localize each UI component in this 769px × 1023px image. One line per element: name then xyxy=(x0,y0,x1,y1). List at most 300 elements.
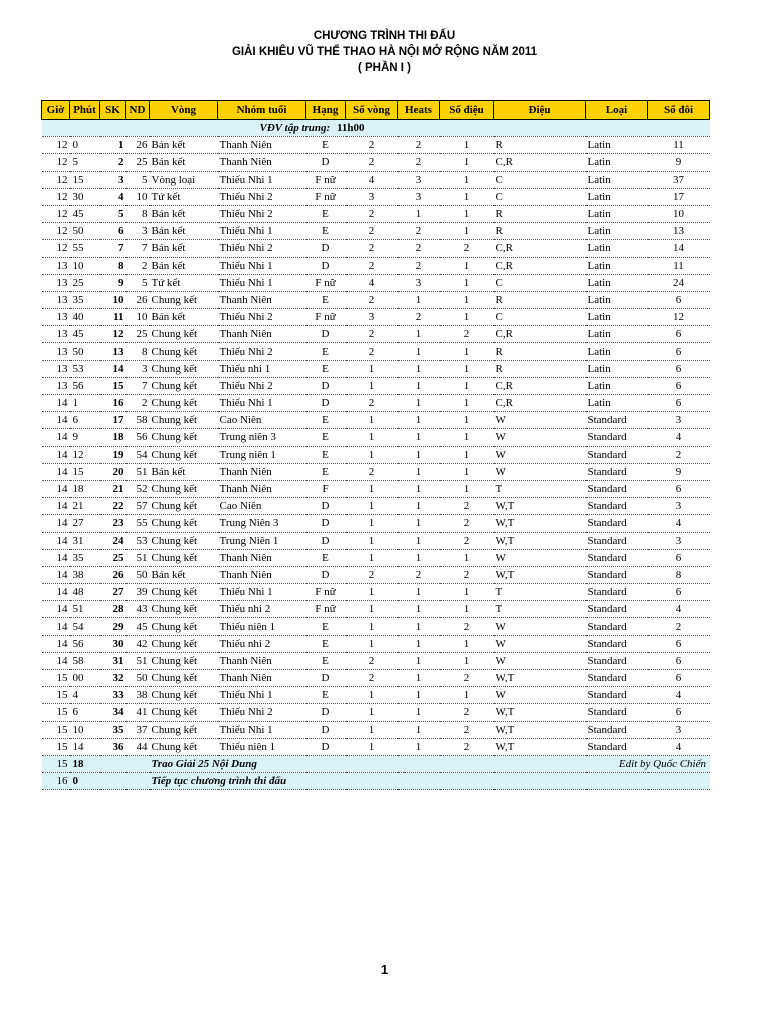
table-row xyxy=(42,498,710,515)
nhom-tuoi-cell: Thiếu nhi 2 xyxy=(218,601,306,618)
table-row xyxy=(42,360,710,377)
table-row xyxy=(42,635,710,652)
phut-cell: 50 xyxy=(70,343,100,360)
nd-cell: 39 xyxy=(126,584,150,601)
heats-cell: 2 xyxy=(398,309,440,326)
hang-cell: E xyxy=(306,463,346,480)
heats-cell: 1 xyxy=(398,360,440,377)
vong-cell: Chung kết xyxy=(150,429,218,446)
phut-cell: 0 xyxy=(70,773,100,790)
vong-cell: Chung kết xyxy=(150,721,218,738)
phut-cell: 18 xyxy=(70,480,100,497)
dieu-cell: W xyxy=(494,412,586,429)
table-row xyxy=(42,652,710,669)
col-header-nd: ND xyxy=(126,101,150,120)
dieu-cell: C xyxy=(494,171,586,188)
so-vong-cell: 1 xyxy=(346,721,398,738)
dieu-cell: W,T xyxy=(494,532,586,549)
sk-cell: 31 xyxy=(100,652,126,669)
so-vong-cell: 1 xyxy=(346,549,398,566)
sk-cell: 18 xyxy=(100,429,126,446)
phut-cell: 40 xyxy=(70,309,100,326)
page-number: 1 xyxy=(380,962,389,977)
hang-cell: E xyxy=(306,205,346,222)
heats-cell: 1 xyxy=(398,652,440,669)
table-row xyxy=(42,343,710,360)
gio-cell: 13 xyxy=(42,257,70,274)
hang-cell: D xyxy=(306,566,346,583)
hang-cell: F xyxy=(306,480,346,497)
so-dieu-cell: 1 xyxy=(440,429,494,446)
nd-cell: 51 xyxy=(126,463,150,480)
gio-cell: 14 xyxy=(42,601,70,618)
phut-cell: 6 xyxy=(70,704,100,721)
so-vong-cell: 1 xyxy=(346,738,398,755)
so-vong-cell: 1 xyxy=(346,584,398,601)
col-header-vong: Vòng xyxy=(150,101,218,120)
so-doi-cell: 6 xyxy=(648,652,710,669)
heats-cell: 1 xyxy=(398,618,440,635)
sk-cell: 17 xyxy=(100,412,126,429)
assembly-label: VĐV tập trung: xyxy=(259,122,331,135)
col-header-so-doi: Số đôi xyxy=(648,101,710,120)
nhom-tuoi-cell: Thiếu nhi 1 xyxy=(218,360,306,377)
so-dieu-cell: 2 xyxy=(440,326,494,343)
vong-cell: Bán kết xyxy=(150,463,218,480)
gio-cell: 14 xyxy=(42,652,70,669)
sk-cell: 24 xyxy=(100,532,126,549)
so-doi-cell: 6 xyxy=(648,343,710,360)
dieu-cell: C,R xyxy=(494,240,586,257)
col-header-heats: Heats xyxy=(398,101,440,120)
hang-cell: D xyxy=(306,738,346,755)
so-dieu-cell: 1 xyxy=(440,687,494,704)
dieu-cell: W,T xyxy=(494,738,586,755)
so-dieu-cell: 1 xyxy=(440,463,494,480)
table-row xyxy=(42,274,710,291)
vong-cell: Chung kết xyxy=(150,480,218,497)
vong-cell: Bán kết xyxy=(150,566,218,583)
hang-cell: F nữ xyxy=(306,309,346,326)
nhom-tuoi-cell: Thanh Niên xyxy=(218,652,306,669)
heats-cell: 1 xyxy=(398,291,440,308)
gio-cell: 14 xyxy=(42,498,70,515)
so-dieu-cell: 1 xyxy=(440,291,494,308)
so-vong-cell: 2 xyxy=(346,154,398,171)
sk-cell: 29 xyxy=(100,618,126,635)
phut-cell: 25 xyxy=(70,274,100,291)
vong-cell: Bán kết xyxy=(150,154,218,171)
heats-cell: 1 xyxy=(398,549,440,566)
hang-cell: E xyxy=(306,687,346,704)
vong-cell: Chung kết xyxy=(150,704,218,721)
hang-cell: E xyxy=(306,343,346,360)
col-header-loai: Loại xyxy=(586,101,648,120)
so-dieu-cell: 1 xyxy=(440,584,494,601)
sk-cell: 36 xyxy=(100,738,126,755)
so-doi-cell: 10 xyxy=(648,205,710,222)
so-doi-cell: 8 xyxy=(648,566,710,583)
so-doi-cell: 3 xyxy=(648,532,710,549)
nd-cell: 8 xyxy=(126,343,150,360)
so-vong-cell: 2 xyxy=(346,291,398,308)
loai-cell: Latin xyxy=(586,205,648,222)
sk-cell: 10 xyxy=(100,291,126,308)
nd-cell: 38 xyxy=(126,687,150,704)
table-row xyxy=(42,566,710,583)
so-doi-cell: 6 xyxy=(648,704,710,721)
nhom-tuoi-cell: Thiếu Nhi 1 xyxy=(218,721,306,738)
heats-cell: 1 xyxy=(398,480,440,497)
gio-cell: 14 xyxy=(42,412,70,429)
header-row xyxy=(42,101,710,120)
nhom-tuoi-cell: Trung niên 3 xyxy=(218,429,306,446)
vong-cell: Chung kết xyxy=(150,360,218,377)
phut-cell: 21 xyxy=(70,498,100,515)
nhom-tuoi-cell: Thiếu niên 1 xyxy=(218,618,306,635)
so-doi-cell: 13 xyxy=(648,223,710,240)
so-dieu-cell: 1 xyxy=(440,205,494,222)
so-doi-cell: 3 xyxy=(648,498,710,515)
nhom-tuoi-cell: Thiếu Nhi 1 xyxy=(218,274,306,291)
hang-cell: E xyxy=(306,549,346,566)
so-doi-cell: 11 xyxy=(648,257,710,274)
vong-cell: Chung kết xyxy=(150,549,218,566)
gio-cell: 14 xyxy=(42,532,70,549)
table-row xyxy=(42,137,710,154)
hang-cell: E xyxy=(306,652,346,669)
table-row xyxy=(42,429,710,446)
nhom-tuoi-cell: Thanh Niên xyxy=(218,463,306,480)
gio-cell: 14 xyxy=(42,515,70,532)
so-vong-cell: 1 xyxy=(346,618,398,635)
dieu-cell: C,R xyxy=(494,377,586,394)
so-vong-cell: 2 xyxy=(346,463,398,480)
gio-cell: 13 xyxy=(42,291,70,308)
loai-cell: Standard xyxy=(586,463,648,480)
gio-cell: 15 xyxy=(42,704,70,721)
gio-cell: 12 xyxy=(42,240,70,257)
nd-cell: 58 xyxy=(126,412,150,429)
loai-cell: Latin xyxy=(586,188,648,205)
table-row xyxy=(42,309,710,326)
document-title xyxy=(0,28,769,76)
loai-cell: Standard xyxy=(586,738,648,755)
phut-cell: 58 xyxy=(70,652,100,669)
so-dieu-cell: 1 xyxy=(440,154,494,171)
dieu-cell: T xyxy=(494,584,586,601)
nd-cell: 50 xyxy=(126,670,150,687)
dieu-cell: W xyxy=(494,687,586,704)
gio-cell: 15 xyxy=(42,721,70,738)
dieu-cell: R xyxy=(494,360,586,377)
heats-cell: 1 xyxy=(398,412,440,429)
so-dieu-cell: 1 xyxy=(440,412,494,429)
sk-cell: 7 xyxy=(100,240,126,257)
nd-cell: 45 xyxy=(126,618,150,635)
gio-cell: 12 xyxy=(42,171,70,188)
sk-cell: 11 xyxy=(100,309,126,326)
gio-cell: 15 xyxy=(42,687,70,704)
nd-cell: 50 xyxy=(126,566,150,583)
heats-cell: 2 xyxy=(398,566,440,583)
so-doi-cell: 4 xyxy=(648,601,710,618)
gio-cell: 12 xyxy=(42,154,70,171)
so-dieu-cell: 1 xyxy=(440,257,494,274)
heats-cell: 1 xyxy=(398,498,440,515)
so-dieu-cell: 2 xyxy=(440,738,494,755)
vong-cell: Chung kết xyxy=(150,532,218,549)
loai-cell: Standard xyxy=(586,480,648,497)
table-row xyxy=(42,395,710,412)
so-vong-cell: 2 xyxy=(346,343,398,360)
dieu-cell: W xyxy=(494,446,586,463)
so-dieu-cell: 1 xyxy=(440,377,494,394)
so-dieu-cell: 1 xyxy=(440,137,494,154)
vong-cell: Chung kết xyxy=(150,326,218,343)
loai-cell: Latin xyxy=(586,343,648,360)
so-dieu-cell: 1 xyxy=(440,601,494,618)
table-row xyxy=(42,515,710,532)
phut-cell: 31 xyxy=(70,532,100,549)
so-doi-cell: 14 xyxy=(648,240,710,257)
dieu-cell: C,R xyxy=(494,395,586,412)
hang-cell: F nữ xyxy=(306,188,346,205)
nhom-tuoi-cell: Thiếu Nhi 2 xyxy=(218,377,306,394)
gio-cell: 12 xyxy=(42,188,70,205)
nd-cell: 10 xyxy=(126,188,150,205)
so-vong-cell: 2 xyxy=(346,223,398,240)
sk-cell: 21 xyxy=(100,480,126,497)
so-dieu-cell: 1 xyxy=(440,343,494,360)
sk-cell: 13 xyxy=(100,343,126,360)
loai-cell: Latin xyxy=(586,154,648,171)
loai-cell: Latin xyxy=(586,326,648,343)
vong-cell: Chung kết xyxy=(150,395,218,412)
nhom-tuoi-cell: Cao Niên xyxy=(218,412,306,429)
dieu-cell: R xyxy=(494,137,586,154)
so-doi-cell: 4 xyxy=(648,429,710,446)
nhom-tuoi-cell: Thiếu Nhi 1 xyxy=(218,687,306,704)
vong-cell: Chung kết xyxy=(150,687,218,704)
heats-cell: 2 xyxy=(398,154,440,171)
table-row xyxy=(42,704,710,721)
hang-cell: E xyxy=(306,412,346,429)
so-vong-cell: 2 xyxy=(346,652,398,669)
so-doi-cell: 6 xyxy=(648,635,710,652)
phut-cell: 51 xyxy=(70,601,100,618)
phut-cell: 56 xyxy=(70,377,100,394)
so-vong-cell: 1 xyxy=(346,515,398,532)
heats-cell: 2 xyxy=(398,137,440,154)
hang-cell: D xyxy=(306,326,346,343)
sk-cell: 6 xyxy=(100,223,126,240)
heats-cell: 2 xyxy=(398,223,440,240)
so-doi-cell: 6 xyxy=(648,480,710,497)
vong-cell: Chung kết xyxy=(150,446,218,463)
sk-cell: 35 xyxy=(100,721,126,738)
vong-cell: Bán kết xyxy=(150,205,218,222)
dieu-cell: W,T xyxy=(494,704,586,721)
nhom-tuoi-cell: Thiếu Nhi 2 xyxy=(218,704,306,721)
table-row xyxy=(42,532,710,549)
dieu-cell: C,R xyxy=(494,154,586,171)
gio-cell: 14 xyxy=(42,480,70,497)
sk-cell: 23 xyxy=(100,515,126,532)
assembly-time: 11h00 xyxy=(336,122,365,135)
so-vong-cell: 2 xyxy=(346,137,398,154)
sk-cell: 30 xyxy=(100,635,126,652)
nhom-tuoi-cell: Thiếu Nhi 2 xyxy=(218,343,306,360)
phut-cell: 55 xyxy=(70,240,100,257)
so-doi-cell: 6 xyxy=(648,291,710,308)
gio-cell: 13 xyxy=(42,377,70,394)
vong-cell: Chung kết xyxy=(150,601,218,618)
loai-cell: Standard xyxy=(586,584,648,601)
so-doi-cell: 24 xyxy=(648,274,710,291)
heats-cell: 3 xyxy=(398,188,440,205)
loai-cell: Latin xyxy=(586,377,648,394)
hang-cell: E xyxy=(306,618,346,635)
nhom-tuoi-cell: Thiếu Nhi 2 xyxy=(218,240,306,257)
vong-cell: Chung kết xyxy=(150,291,218,308)
sk-cell: 3 xyxy=(100,171,126,188)
so-vong-cell: 2 xyxy=(346,257,398,274)
gio-cell: 14 xyxy=(42,618,70,635)
so-doi-cell: 37 xyxy=(648,171,710,188)
sk-cell: 2 xyxy=(100,154,126,171)
so-doi-cell: 4 xyxy=(648,738,710,755)
sk-cell: 34 xyxy=(100,704,126,721)
dieu-cell: W xyxy=(494,463,586,480)
hang-cell: E xyxy=(306,223,346,240)
dieu-cell: R xyxy=(494,223,586,240)
nhom-tuoi-cell: Thiếu Nhi 1 xyxy=(218,171,306,188)
col-header-dieu: Điệu xyxy=(494,101,586,120)
hang-cell: D xyxy=(306,532,346,549)
dieu-cell: C,R xyxy=(494,326,586,343)
so-dieu-cell: 1 xyxy=(440,395,494,412)
vong-cell: Chung kết xyxy=(150,584,218,601)
sk-cell: 8 xyxy=(100,257,126,274)
table-row xyxy=(42,205,710,222)
heats-cell: 1 xyxy=(398,429,440,446)
hang-cell: E xyxy=(306,360,346,377)
heats-cell: 1 xyxy=(398,377,440,394)
so-dieu-cell: 2 xyxy=(440,721,494,738)
nhom-tuoi-cell: Cao Niên xyxy=(218,498,306,515)
hang-cell: E xyxy=(306,446,346,463)
hang-cell: F nữ xyxy=(306,601,346,618)
so-vong-cell: 1 xyxy=(346,635,398,652)
so-dieu-cell: 1 xyxy=(440,188,494,205)
hang-cell: D xyxy=(306,670,346,687)
loai-cell: Latin xyxy=(586,137,648,154)
heats-cell: 1 xyxy=(398,446,440,463)
so-dieu-cell: 1 xyxy=(440,480,494,497)
so-doi-cell: 6 xyxy=(648,360,710,377)
loai-cell: Standard xyxy=(586,652,648,669)
nhom-tuoi-cell: Thiếu Nhi 1 xyxy=(218,584,306,601)
so-doi-cell: 4 xyxy=(648,687,710,704)
hang-cell: E xyxy=(306,429,346,446)
sk-cell: 25 xyxy=(100,549,126,566)
so-vong-cell: 2 xyxy=(346,395,398,412)
heats-cell: 1 xyxy=(398,584,440,601)
nd-cell: 3 xyxy=(126,360,150,377)
nd-cell: 5 xyxy=(126,171,150,188)
vong-cell: Bán kết xyxy=(150,240,218,257)
gio-cell: 13 xyxy=(42,326,70,343)
vong-cell: Chung kết xyxy=(150,377,218,394)
vong-cell: Chung kết xyxy=(150,498,218,515)
phut-cell: 15 xyxy=(70,463,100,480)
assembly-row xyxy=(42,120,710,137)
so-dieu-cell: 2 xyxy=(440,670,494,687)
nd-cell: 26 xyxy=(126,137,150,154)
so-dieu-cell: 2 xyxy=(440,618,494,635)
vong-cell: Chung kết xyxy=(150,412,218,429)
loai-cell: Latin xyxy=(586,274,648,291)
so-doi-cell: 6 xyxy=(648,549,710,566)
nd-cell: 10 xyxy=(126,309,150,326)
nd-cell: 37 xyxy=(126,721,150,738)
so-vong-cell: 1 xyxy=(346,480,398,497)
gio-cell: 14 xyxy=(42,566,70,583)
so-dieu-cell: 1 xyxy=(440,274,494,291)
nd-cell: 42 xyxy=(126,635,150,652)
vong-cell: Bán kết xyxy=(150,309,218,326)
phut-cell: 35 xyxy=(70,291,100,308)
so-vong-cell: 2 xyxy=(346,670,398,687)
nhom-tuoi-cell: Thanh Niên xyxy=(218,137,306,154)
hang-cell: F nữ xyxy=(306,274,346,291)
phut-cell: 45 xyxy=(70,326,100,343)
nd-cell: 41 xyxy=(126,704,150,721)
sk-cell: 28 xyxy=(100,601,126,618)
table-row xyxy=(42,618,710,635)
nd-cell: 7 xyxy=(126,377,150,394)
table-row xyxy=(42,257,710,274)
title-line-2: GIẢI KHIÊU VŨ THỂ THAO HÀ NỘI MỞ RỘNG NĂM 2011 xyxy=(231,46,537,58)
phut-cell: 27 xyxy=(70,515,100,532)
dieu-cell: C,R xyxy=(494,257,586,274)
nd-cell: 44 xyxy=(126,738,150,755)
table-row xyxy=(42,480,710,497)
col-header-sk: SK xyxy=(100,101,126,120)
hang-cell: D xyxy=(306,704,346,721)
hang-cell: D xyxy=(306,154,346,171)
gio-cell: 12 xyxy=(42,137,70,154)
phut-cell: 30 xyxy=(70,188,100,205)
dieu-cell: W xyxy=(494,429,586,446)
phut-cell: 1 xyxy=(70,395,100,412)
dieu-cell: W,T xyxy=(494,670,586,687)
table-row xyxy=(42,171,710,188)
sk-cell: 26 xyxy=(100,566,126,583)
nhom-tuoi-cell: Trung Niên 1 xyxy=(218,532,306,549)
so-vong-cell: 1 xyxy=(346,412,398,429)
nhom-tuoi-cell: Thiếu Nhi 2 xyxy=(218,309,306,326)
nd-cell: 7 xyxy=(126,240,150,257)
nhom-tuoi-cell: Thiếu nhi 2 xyxy=(218,635,306,652)
loai-cell: Latin xyxy=(586,257,648,274)
footer-text: Trao Giải 25 Nội Dung xyxy=(150,755,710,772)
vong-cell: Tứ kết xyxy=(150,274,218,291)
nhom-tuoi-cell: Thanh Niên xyxy=(218,566,306,583)
heats-cell: 3 xyxy=(398,274,440,291)
vong-cell: Chung kết xyxy=(150,652,218,669)
